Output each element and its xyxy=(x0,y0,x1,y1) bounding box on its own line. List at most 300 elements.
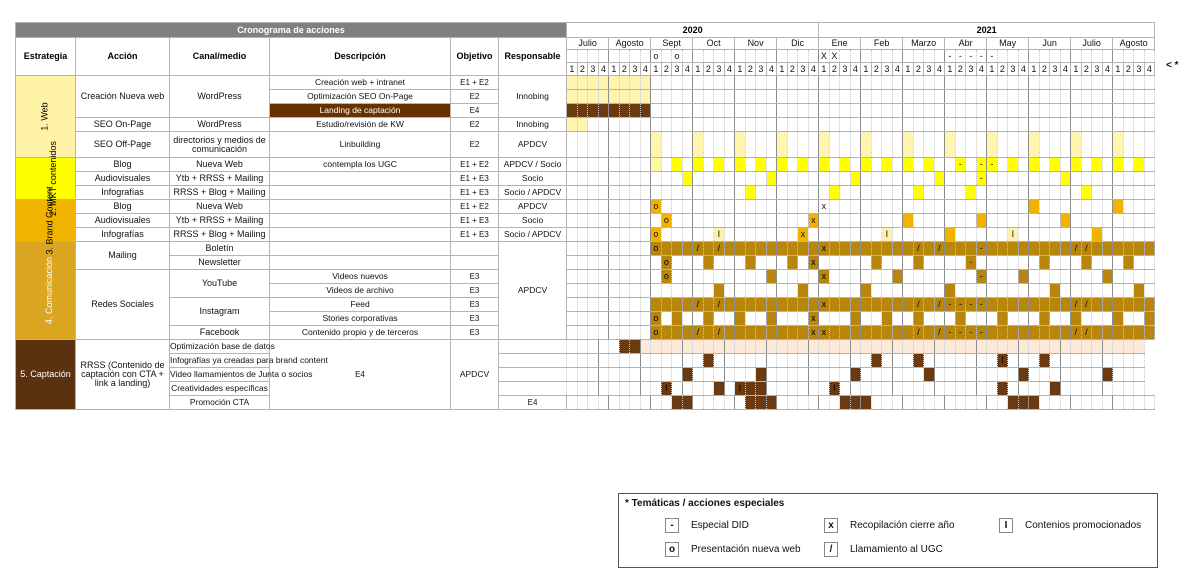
legend-item-ugc xyxy=(824,542,943,557)
schedule-cell-active xyxy=(808,340,819,354)
description-cell: Optimización base de datos xyxy=(170,340,270,354)
schedule-cell xyxy=(882,284,893,298)
schedule-cell xyxy=(1060,270,1071,284)
description-cell: Infografías ya creadas para brand content xyxy=(170,354,270,368)
schedule-cell-active xyxy=(1144,298,1155,312)
objective-cell: E1 + E3 xyxy=(451,172,499,186)
schedule-cell-active xyxy=(766,270,777,284)
schedule-cell-active xyxy=(1113,326,1124,340)
schedule-cell xyxy=(1123,368,1134,382)
schedule-cell xyxy=(1008,354,1019,368)
schedule-row xyxy=(16,382,1155,396)
week-number: 2 xyxy=(787,63,798,76)
schedule-cell-active xyxy=(1102,368,1113,382)
schedule-cell xyxy=(882,368,893,382)
action-cell: Blog xyxy=(76,158,170,172)
objective-cell: E4 xyxy=(270,340,451,410)
schedule-cell xyxy=(745,158,756,172)
schedule-cell xyxy=(1008,214,1019,228)
week-number: 3 xyxy=(630,63,641,76)
schedule-cell-active: x xyxy=(808,214,819,228)
schedule-cell-active: o xyxy=(661,256,672,270)
schedule-cell xyxy=(861,104,872,118)
schedule-cell xyxy=(903,90,914,104)
schedule-cell xyxy=(577,132,588,158)
schedule-cell xyxy=(829,200,840,214)
schedule-cell xyxy=(997,76,1008,90)
schedule-cell xyxy=(630,214,641,228)
schedule-cell-active xyxy=(672,312,683,326)
schedule-cell-active xyxy=(1029,158,1040,172)
schedule-cell-active xyxy=(756,382,767,396)
schedule-cell xyxy=(1050,76,1061,90)
schedule-cell xyxy=(955,270,966,284)
schedule-cell xyxy=(1081,104,1092,118)
schedule-cell xyxy=(1008,284,1019,298)
schedule-cell xyxy=(1081,90,1092,104)
schedule-cell xyxy=(829,76,840,90)
schedule-cell xyxy=(766,76,777,90)
schedule-cell-active xyxy=(945,242,956,256)
schedule-cell xyxy=(588,132,599,158)
schedule-cell-active xyxy=(577,104,588,118)
schedule-cell xyxy=(640,214,651,228)
schedule-cell xyxy=(1102,312,1113,326)
schedule-cell-active: - xyxy=(966,256,977,270)
week-number: 1 xyxy=(609,63,620,76)
schedule-cell xyxy=(1018,132,1029,158)
schedule-cell xyxy=(777,200,788,214)
schedule-cell-active xyxy=(693,340,704,354)
schedule-cell xyxy=(924,256,935,270)
schedule-cell xyxy=(703,158,714,172)
schedule-cell xyxy=(619,172,630,186)
schedule-cell xyxy=(609,354,620,368)
schedule-cell xyxy=(840,256,851,270)
schedule-cell xyxy=(651,172,662,186)
schedule-cell-active xyxy=(840,298,851,312)
schedule-cell xyxy=(819,214,830,228)
schedule-cell xyxy=(1092,76,1103,90)
week-number: 1 xyxy=(945,63,956,76)
schedule-cell xyxy=(787,118,798,132)
schedule-cell xyxy=(819,172,830,186)
schedule-cell-active xyxy=(850,312,861,326)
schedule-cell xyxy=(829,214,840,228)
objective-cell: E1 + E3 xyxy=(451,186,499,200)
schedule-cell xyxy=(609,186,620,200)
schedule-cell xyxy=(934,200,945,214)
schedule-cell-active xyxy=(766,396,777,410)
description-cell: Contenido propio y de terceros xyxy=(270,326,451,340)
schedule-cell xyxy=(724,284,735,298)
schedule-cell xyxy=(1029,368,1040,382)
schedule-cell xyxy=(903,172,914,186)
schedule-cell-active xyxy=(1071,158,1082,172)
schedule-cell xyxy=(619,382,630,396)
schedule-cell xyxy=(1039,118,1050,132)
week-number: 1 xyxy=(819,63,830,76)
schedule-cell xyxy=(850,214,861,228)
schedule-cell xyxy=(577,312,588,326)
week-number: 1 xyxy=(1071,63,1082,76)
special-mark-cell: - xyxy=(976,50,987,63)
schedule-cell xyxy=(724,256,735,270)
schedule-cell xyxy=(966,90,977,104)
schedule-cell-active xyxy=(588,242,599,256)
special-mark-cell xyxy=(1113,50,1124,63)
schedule-cell xyxy=(1071,354,1082,368)
responsible-cell: APDCV xyxy=(499,242,567,340)
legend-item-cierre xyxy=(824,518,955,533)
schedule-cell xyxy=(892,90,903,104)
schedule-cell xyxy=(903,270,914,284)
schedule-cell-active xyxy=(703,312,714,326)
schedule-cell xyxy=(661,396,672,410)
schedule-cell xyxy=(966,228,977,242)
schedule-cell-active xyxy=(682,242,693,256)
schedule-cell xyxy=(1018,186,1029,200)
schedule-cell xyxy=(1092,200,1103,214)
schedule-cell xyxy=(766,186,777,200)
schedule-cell-active xyxy=(745,340,756,354)
schedule-cell xyxy=(756,312,767,326)
schedule-cell xyxy=(724,228,735,242)
schedule-cell xyxy=(651,76,662,90)
schedule-cell xyxy=(945,270,956,284)
schedule-cell xyxy=(693,382,704,396)
week-number: 1 xyxy=(903,63,914,76)
schedule-cell xyxy=(588,228,599,242)
special-mark-cell: o xyxy=(651,50,662,63)
schedule-cell xyxy=(682,270,693,284)
schedule-cell xyxy=(703,368,714,382)
schedule-cell xyxy=(630,118,641,132)
schedule-cell-active xyxy=(808,242,819,256)
schedule-cell xyxy=(567,284,578,298)
responsible-cell: Innobing xyxy=(499,76,567,118)
schedule-cell xyxy=(672,186,683,200)
schedule-cell xyxy=(934,354,945,368)
channel-cell: Instagram xyxy=(170,298,270,326)
schedule-cell xyxy=(735,186,746,200)
week-number: 1 xyxy=(1029,63,1040,76)
schedule-cell xyxy=(1081,200,1092,214)
schedule-cell xyxy=(871,312,882,326)
special-mark-cell xyxy=(1018,50,1029,63)
schedule-cell xyxy=(1113,396,1124,410)
special-mark-cell xyxy=(630,50,641,63)
schedule-cell xyxy=(693,104,704,118)
schedule-cell-active xyxy=(588,76,599,90)
legend-symbol-cierre: x xyxy=(824,518,838,533)
week-number: 4 xyxy=(934,63,945,76)
schedule-cell-active xyxy=(798,298,809,312)
schedule-cell-active xyxy=(735,326,746,340)
schedule-cell xyxy=(1050,270,1061,284)
schedule-cell-active xyxy=(1060,172,1071,186)
schedule-cell xyxy=(703,104,714,118)
schedule-cell xyxy=(1029,284,1040,298)
special-mark-cell xyxy=(682,50,693,63)
schedule-cell xyxy=(1008,270,1019,284)
special-mark-cell xyxy=(777,50,788,63)
schedule-cell-active xyxy=(640,242,651,256)
schedule-cell xyxy=(850,76,861,90)
schedule-cell xyxy=(609,340,620,354)
schedule-cell xyxy=(567,186,578,200)
schedule-cell xyxy=(619,368,630,382)
description-cell: contempla los UGC xyxy=(270,158,451,172)
legend-box xyxy=(618,493,1158,568)
schedule-cell-active xyxy=(577,118,588,132)
schedule-cell xyxy=(567,354,578,368)
schedule-cell-active: / xyxy=(714,298,725,312)
schedule-cell xyxy=(567,132,578,158)
week-number: 2 xyxy=(745,63,756,76)
schedule-cell xyxy=(882,270,893,284)
schedule-cell xyxy=(787,158,798,172)
channel-cell: Facebook xyxy=(170,326,270,340)
schedule-cell xyxy=(1092,270,1103,284)
special-mark-cell xyxy=(850,50,861,63)
schedule-cell-active xyxy=(840,242,851,256)
week-number: 3 xyxy=(840,63,851,76)
schedule-cell xyxy=(1144,186,1155,200)
schedule-row xyxy=(16,270,1155,284)
schedule-cell xyxy=(1050,200,1061,214)
objective-cell xyxy=(451,242,499,256)
schedule-cell xyxy=(819,382,830,396)
schedule-cell-active xyxy=(619,242,630,256)
schedule-cell xyxy=(840,200,851,214)
schedule-cell-active xyxy=(787,298,798,312)
strategy-label: 2. MKT contenidos xyxy=(47,141,58,216)
schedule-cell xyxy=(997,172,1008,186)
schedule-cell-active xyxy=(892,340,903,354)
schedule-cell xyxy=(661,172,672,186)
schedule-cell xyxy=(1029,118,1040,132)
schedule-cell xyxy=(1081,354,1092,368)
schedule-cell-active xyxy=(1039,326,1050,340)
week-number: 3 xyxy=(1008,63,1019,76)
schedule-cell xyxy=(1144,132,1155,158)
schedule-cell xyxy=(682,90,693,104)
schedule-cell xyxy=(1102,284,1113,298)
schedule-cell xyxy=(987,228,998,242)
schedule-cell xyxy=(1081,132,1092,158)
week-number: 4 xyxy=(850,63,861,76)
schedule-cell xyxy=(609,228,620,242)
schedule-cell-active xyxy=(955,242,966,256)
schedule-cell-active xyxy=(1071,132,1082,158)
schedule-cell xyxy=(672,118,683,132)
schedule-cell-active xyxy=(987,132,998,158)
schedule-cell xyxy=(955,228,966,242)
schedule-cell xyxy=(882,118,893,132)
schedule-cell xyxy=(693,186,704,200)
schedule-cell-active: / xyxy=(934,242,945,256)
week-number: 1 xyxy=(567,63,578,76)
header-note: < * xyxy=(1166,60,1179,71)
schedule-cell xyxy=(598,312,609,326)
week-number: 4 xyxy=(1018,63,1029,76)
schedule-cell xyxy=(871,228,882,242)
week-number: 4 xyxy=(808,63,819,76)
schedule-cell xyxy=(976,76,987,90)
responsible-cell: Socio / APDCV xyxy=(499,186,567,200)
month-header: Dic xyxy=(777,38,819,50)
responsible-cell: Socio / APDCV xyxy=(499,228,567,242)
schedule-cell xyxy=(945,368,956,382)
schedule-cell xyxy=(672,172,683,186)
schedule-cell-active: - xyxy=(945,326,956,340)
schedule-cell-active: - xyxy=(966,298,977,312)
schedule-cell xyxy=(1134,270,1145,284)
schedule-cell xyxy=(1134,118,1145,132)
schedule-cell xyxy=(976,118,987,132)
special-mark-cell xyxy=(577,50,588,63)
schedule-cell xyxy=(1018,104,1029,118)
schedule-cell xyxy=(798,354,809,368)
objective-cell: E1 + E2 xyxy=(451,76,499,90)
schedule-cell xyxy=(1050,90,1061,104)
schedule-cell xyxy=(945,256,956,270)
schedule-cell-active xyxy=(871,354,882,368)
schedule-cell-active xyxy=(882,298,893,312)
schedule-cell xyxy=(766,354,777,368)
week-number: 3 xyxy=(714,63,725,76)
schedule-cell xyxy=(840,270,851,284)
month-header: Agosto xyxy=(609,38,651,50)
schedule-cell xyxy=(703,270,714,284)
schedule-cell xyxy=(871,132,882,158)
schedule-cell xyxy=(798,118,809,132)
schedule-cell xyxy=(682,284,693,298)
month-header: Abr xyxy=(945,38,987,50)
schedule-cell xyxy=(1071,186,1082,200)
objective-cell: E1 + E3 xyxy=(451,214,499,228)
channel-cell: WordPress xyxy=(170,76,270,118)
schedule-cell-active xyxy=(1018,368,1029,382)
special-mark-cell xyxy=(1102,50,1113,63)
schedule-cell xyxy=(724,90,735,104)
schedule-cell xyxy=(976,228,987,242)
schedule-cell xyxy=(808,158,819,172)
schedule-cell xyxy=(1134,368,1145,382)
schedule-cell-active xyxy=(798,340,809,354)
special-mark-cell xyxy=(693,50,704,63)
schedule-cell-active xyxy=(661,242,672,256)
schedule-cell xyxy=(924,354,935,368)
schedule-cell-active xyxy=(1092,228,1103,242)
schedule-cell xyxy=(1029,382,1040,396)
description-cell xyxy=(270,172,451,186)
schedule-cell xyxy=(903,200,914,214)
schedule-cell xyxy=(976,382,987,396)
schedule-cell-active xyxy=(1081,256,1092,270)
schedule-cell-active xyxy=(651,340,662,354)
schedule-cell xyxy=(966,270,977,284)
schedule-cell xyxy=(1060,228,1071,242)
schedule-cell xyxy=(693,354,704,368)
week-number: 3 xyxy=(924,63,935,76)
schedule-cell xyxy=(1060,104,1071,118)
schedule-cell xyxy=(714,186,725,200)
schedule-cell-active xyxy=(588,90,599,104)
schedule-cell-active xyxy=(798,284,809,298)
schedule-cell xyxy=(756,172,767,186)
schedule-cell xyxy=(829,158,840,172)
week-number: 2 xyxy=(997,63,1008,76)
schedule-cell-active xyxy=(724,340,735,354)
schedule-cell-active xyxy=(840,326,851,340)
schedule-cell-active xyxy=(1113,200,1124,214)
schedule-cell-active xyxy=(1029,132,1040,158)
schedule-cell-active: I xyxy=(882,228,893,242)
schedule-cell xyxy=(913,214,924,228)
schedule-cell xyxy=(1113,354,1124,368)
special-mark-cell xyxy=(703,50,714,63)
schedule-cell xyxy=(882,132,893,158)
schedule-row xyxy=(16,172,1155,186)
schedule-cell-active xyxy=(1134,284,1145,298)
schedule-cell xyxy=(1008,312,1019,326)
week-number: 4 xyxy=(724,63,735,76)
schedule-cell xyxy=(703,382,714,396)
special-mark-cell xyxy=(1071,50,1082,63)
schedule-cell-active xyxy=(598,76,609,90)
schedule-cell xyxy=(672,228,683,242)
schedule-cell xyxy=(1050,172,1061,186)
schedule-cell xyxy=(850,284,861,298)
schedule-cell xyxy=(787,90,798,104)
schedule-cell-active xyxy=(861,158,872,172)
schedule-cell xyxy=(976,396,987,410)
legend-label-cierre: Recopilación cierre año xyxy=(850,520,955,531)
schedule-cell-active xyxy=(924,326,935,340)
week-number: 1 xyxy=(1113,63,1124,76)
schedule-cell xyxy=(735,118,746,132)
schedule-cell-active xyxy=(955,312,966,326)
schedule-cell-active xyxy=(787,326,798,340)
schedule-cell xyxy=(745,200,756,214)
week-number: 2 xyxy=(829,63,840,76)
schedule-cell xyxy=(651,104,662,118)
schedule-cell-active xyxy=(735,312,746,326)
schedule-cell xyxy=(882,214,893,228)
schedule-cell-active xyxy=(777,326,788,340)
schedule-cell xyxy=(1113,118,1124,132)
schedule-cell-active xyxy=(1102,270,1113,284)
schedule-cell xyxy=(630,284,641,298)
schedule-cell xyxy=(724,104,735,118)
schedule-cell xyxy=(882,354,893,368)
schedule-cell-active xyxy=(861,298,872,312)
week-number: 2 xyxy=(1039,63,1050,76)
schedule-cell xyxy=(567,172,578,186)
schedule-cell xyxy=(1039,396,1050,410)
schedule-cell xyxy=(903,284,914,298)
schedule-cell xyxy=(724,312,735,326)
legend-symbol-ugc: / xyxy=(824,542,838,557)
week-number: 3 xyxy=(756,63,767,76)
schedule-cell-active: x xyxy=(819,298,830,312)
schedule-cell xyxy=(588,340,599,354)
schedule-cell xyxy=(630,172,641,186)
schedule-cell xyxy=(1113,90,1124,104)
schedule-cell xyxy=(588,312,599,326)
